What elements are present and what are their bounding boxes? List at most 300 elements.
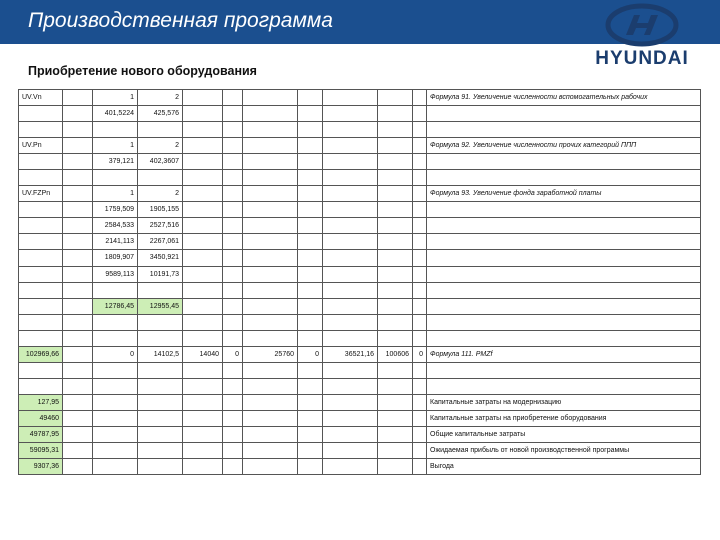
table-cell[interactable]: 2 <box>138 90 183 106</box>
table-cell[interactable] <box>223 202 243 218</box>
table-cell[interactable] <box>378 186 413 202</box>
table-cell[interactable]: 102969,66 <box>19 346 63 362</box>
table-cell[interactable] <box>378 394 413 410</box>
table-cell[interactable] <box>223 250 243 266</box>
table-cell[interactable] <box>19 314 63 330</box>
table-cell[interactable] <box>323 394 378 410</box>
table-cell[interactable] <box>223 186 243 202</box>
table-cell[interactable] <box>19 170 63 186</box>
table-cell[interactable] <box>298 90 323 106</box>
slide-title: Производственная программа <box>28 9 333 32</box>
table-cell[interactable] <box>413 394 427 410</box>
table-cell[interactable] <box>223 410 243 426</box>
table-cell[interactable] <box>323 122 378 138</box>
table-cell[interactable] <box>243 394 298 410</box>
table-cell[interactable] <box>298 298 323 314</box>
table-cell[interactable]: 10191,73 <box>138 266 183 282</box>
data-table <box>18 89 701 475</box>
table-cell[interactable] <box>19 234 63 250</box>
table-cell[interactable] <box>378 138 413 154</box>
row-description-cell[interactable] <box>427 250 701 266</box>
table-cell[interactable] <box>378 90 413 106</box>
table-cell[interactable]: 3450,921 <box>138 250 183 266</box>
table-cell[interactable] <box>183 154 223 170</box>
table-cell[interactable] <box>378 202 413 218</box>
table-cell[interactable]: 14040 <box>183 346 223 362</box>
table-cell[interactable]: 2 <box>138 186 183 202</box>
table-cell[interactable] <box>243 266 298 282</box>
table-cell[interactable] <box>183 170 223 186</box>
table-row <box>19 459 701 475</box>
table-cell[interactable] <box>378 298 413 314</box>
row-description-cell[interactable]: Капитальные затраты на модернизацию <box>427 394 701 410</box>
table-cell[interactable] <box>323 186 378 202</box>
table-cell[interactable] <box>138 443 183 459</box>
table-cell[interactable] <box>323 378 378 394</box>
table-cell[interactable] <box>243 154 298 170</box>
table-cell[interactable] <box>378 234 413 250</box>
table-cell[interactable] <box>243 186 298 202</box>
table-cell[interactable] <box>378 218 413 234</box>
table-cell[interactable] <box>413 202 427 218</box>
table-cell[interactable] <box>183 282 223 298</box>
table-cell[interactable] <box>298 426 323 442</box>
table-cell[interactable] <box>63 106 93 122</box>
table-cell[interactable] <box>323 459 378 475</box>
table-cell[interactable]: 59095,31 <box>19 443 63 459</box>
table-cell[interactable] <box>223 426 243 442</box>
row-description-cell[interactable] <box>427 122 701 138</box>
table-cell[interactable] <box>298 122 323 138</box>
table-cell[interactable] <box>323 234 378 250</box>
table-cell[interactable] <box>138 410 183 426</box>
table-cell[interactable] <box>323 154 378 170</box>
table-cell[interactable] <box>138 426 183 442</box>
table-cell[interactable] <box>298 266 323 282</box>
table-cell[interactable] <box>298 410 323 426</box>
table-cell[interactable]: 401,5224 <box>93 106 138 122</box>
table-cell[interactable]: 0 <box>93 346 138 362</box>
table-cell[interactable] <box>223 218 243 234</box>
row-description-cell[interactable] <box>427 218 701 234</box>
table-cell[interactable] <box>243 314 298 330</box>
table-cell[interactable] <box>93 314 138 330</box>
table-cell[interactable] <box>223 138 243 154</box>
row-description-cell[interactable]: Ожидаемая прибыль от новой производственной программы <box>427 443 701 459</box>
table-cell[interactable] <box>413 443 427 459</box>
table-cell[interactable] <box>298 282 323 298</box>
table-cell[interactable] <box>243 234 298 250</box>
table-cell[interactable] <box>93 170 138 186</box>
table-cell[interactable] <box>243 330 298 346</box>
table-cell[interactable] <box>298 170 323 186</box>
row-description-cell[interactable]: Общие капитальные затраты <box>427 426 701 442</box>
table-cell[interactable] <box>413 298 427 314</box>
table-cell[interactable]: 9589,113 <box>93 266 138 282</box>
table-cell[interactable] <box>223 443 243 459</box>
table-cell[interactable] <box>183 202 223 218</box>
table-cell[interactable] <box>63 426 93 442</box>
row-description-cell[interactable] <box>427 282 701 298</box>
table-cell[interactable] <box>223 234 243 250</box>
table-cell[interactable]: 25760 <box>243 346 298 362</box>
table-cell[interactable] <box>243 138 298 154</box>
table-cell[interactable] <box>413 186 427 202</box>
table-cell[interactable] <box>378 378 413 394</box>
table-cell[interactable] <box>298 394 323 410</box>
table-cell[interactable] <box>19 266 63 282</box>
table-cell[interactable] <box>298 459 323 475</box>
table-cell[interactable]: 402,3607 <box>138 154 183 170</box>
table-cell[interactable] <box>63 443 93 459</box>
row-description-cell[interactable]: Формула 93. Увеличение фонда заработной платы <box>427 186 701 202</box>
table-cell[interactable]: 379,121 <box>93 154 138 170</box>
table-cell[interactable] <box>323 266 378 282</box>
table-cell[interactable] <box>183 218 223 234</box>
table-cell[interactable] <box>323 218 378 234</box>
table-cell[interactable]: 12786,45 <box>93 298 138 314</box>
table-cell[interactable] <box>323 426 378 442</box>
table-cell[interactable] <box>298 314 323 330</box>
row-description-cell[interactable] <box>427 266 701 282</box>
table-cell[interactable] <box>223 154 243 170</box>
table-cell[interactable] <box>413 459 427 475</box>
table-cell[interactable] <box>223 282 243 298</box>
table-cell[interactable] <box>19 378 63 394</box>
table-cell[interactable]: 2584,533 <box>93 218 138 234</box>
table-cell[interactable] <box>323 298 378 314</box>
table-cell[interactable] <box>183 362 223 378</box>
table-cell[interactable] <box>378 282 413 298</box>
table-cell[interactable] <box>63 138 93 154</box>
table-cell[interactable] <box>19 362 63 378</box>
table-cell[interactable] <box>378 170 413 186</box>
table-cell[interactable] <box>19 106 63 122</box>
table-cell[interactable] <box>63 218 93 234</box>
table-cell[interactable] <box>19 298 63 314</box>
table-cell[interactable] <box>243 202 298 218</box>
table-cell[interactable] <box>243 362 298 378</box>
table-cell[interactable] <box>63 378 93 394</box>
table-cell[interactable] <box>298 106 323 122</box>
table-cell[interactable] <box>138 394 183 410</box>
table-cell[interactable] <box>413 410 427 426</box>
table-cell[interactable] <box>413 138 427 154</box>
table-cell[interactable] <box>323 250 378 266</box>
table-cell[interactable] <box>243 298 298 314</box>
table-row <box>19 138 701 154</box>
table-cell[interactable] <box>298 202 323 218</box>
table-row <box>19 443 701 459</box>
row-description-cell[interactable] <box>427 170 701 186</box>
table-cell[interactable] <box>298 154 323 170</box>
table-cell[interactable]: 2141,113 <box>93 234 138 250</box>
table-cell[interactable] <box>183 266 223 282</box>
table-cell[interactable] <box>298 186 323 202</box>
table-cell[interactable] <box>298 362 323 378</box>
table-cell[interactable] <box>138 122 183 138</box>
table-cell[interactable] <box>138 362 183 378</box>
table-cell[interactable] <box>223 394 243 410</box>
table-cell[interactable]: 1905,155 <box>138 202 183 218</box>
table-cell[interactable] <box>323 138 378 154</box>
table-cell[interactable] <box>223 170 243 186</box>
table-cell[interactable] <box>378 106 413 122</box>
table-cell[interactable] <box>19 218 63 234</box>
table-cell[interactable] <box>413 106 427 122</box>
table-cell[interactable] <box>413 266 427 282</box>
table-cell[interactable] <box>183 410 223 426</box>
table-cell[interactable]: UV.FZPn <box>19 186 63 202</box>
table-cell[interactable] <box>323 314 378 330</box>
table-cell[interactable] <box>413 170 427 186</box>
table-cell[interactable]: 100606 <box>378 346 413 362</box>
table-cell[interactable] <box>413 218 427 234</box>
table-cell[interactable] <box>413 90 427 106</box>
table-cell[interactable] <box>93 459 138 475</box>
table-cell[interactable] <box>223 459 243 475</box>
table-cell[interactable] <box>413 362 427 378</box>
table-cell[interactable] <box>378 410 413 426</box>
table-cell[interactable] <box>183 378 223 394</box>
table-cell[interactable] <box>183 394 223 410</box>
table-cell[interactable] <box>19 282 63 298</box>
table-cell[interactable] <box>183 459 223 475</box>
table-cell[interactable] <box>63 170 93 186</box>
table-cell[interactable] <box>323 282 378 298</box>
table-cell[interactable] <box>378 154 413 170</box>
table-cell[interactable] <box>183 106 223 122</box>
table-cell[interactable] <box>19 202 63 218</box>
row-description-cell[interactable]: Капитальные затраты на приобретение оборудования <box>427 410 701 426</box>
table-cell[interactable] <box>93 410 138 426</box>
table-cell[interactable] <box>93 394 138 410</box>
table-cell[interactable]: 1 <box>93 90 138 106</box>
table-cell[interactable]: 49460 <box>19 410 63 426</box>
table-cell[interactable] <box>298 443 323 459</box>
table-cell[interactable]: UV.Vn <box>19 90 63 106</box>
table-cell[interactable] <box>183 426 223 442</box>
row-description-cell[interactable] <box>427 330 701 346</box>
table-cell[interactable] <box>413 426 427 442</box>
table-cell[interactable] <box>63 410 93 426</box>
table-cell[interactable] <box>378 426 413 442</box>
table-cell[interactable] <box>223 378 243 394</box>
table-cell[interactable] <box>63 346 93 362</box>
table-cell[interactable] <box>63 186 93 202</box>
table-cell[interactable]: 1809,907 <box>93 250 138 266</box>
table-cell[interactable]: 425,576 <box>138 106 183 122</box>
table-row <box>19 282 701 298</box>
table-cell[interactable] <box>93 378 138 394</box>
table-cell[interactable] <box>183 186 223 202</box>
row-description-cell[interactable] <box>427 378 701 394</box>
table-cell[interactable] <box>378 362 413 378</box>
table-cell[interactable] <box>323 362 378 378</box>
table-cell[interactable] <box>223 266 243 282</box>
table-cell[interactable]: 14102,5 <box>138 346 183 362</box>
table-cell[interactable] <box>138 282 183 298</box>
table-cell[interactable] <box>63 202 93 218</box>
table-cell[interactable] <box>223 330 243 346</box>
table-cell[interactable] <box>243 170 298 186</box>
table-cell[interactable] <box>183 138 223 154</box>
table-cell[interactable]: 1 <box>93 138 138 154</box>
table-cell[interactable] <box>223 122 243 138</box>
table-cell[interactable] <box>413 250 427 266</box>
table-cell[interactable] <box>243 410 298 426</box>
table-cell[interactable]: 9307,36 <box>19 459 63 475</box>
table-cell[interactable]: UV.Pn <box>19 138 63 154</box>
table-cell[interactable] <box>323 170 378 186</box>
table-cell[interactable] <box>183 298 223 314</box>
table-cell[interactable] <box>413 154 427 170</box>
table-cell[interactable] <box>19 122 63 138</box>
table-cell[interactable] <box>63 330 93 346</box>
table-row <box>19 250 701 266</box>
table-cell[interactable] <box>63 459 93 475</box>
table-cell[interactable] <box>93 330 138 346</box>
table-cell[interactable] <box>19 154 63 170</box>
table-cell[interactable] <box>223 106 243 122</box>
table-cell[interactable] <box>243 106 298 122</box>
table-cell[interactable] <box>323 202 378 218</box>
row-description-cell[interactable] <box>427 298 701 314</box>
table-cell[interactable] <box>138 330 183 346</box>
table-cell[interactable] <box>93 282 138 298</box>
table-cell[interactable] <box>243 122 298 138</box>
table-cell[interactable] <box>63 154 93 170</box>
table-cell[interactable] <box>63 314 93 330</box>
table-cell[interactable] <box>378 250 413 266</box>
table-cell[interactable] <box>183 330 223 346</box>
table-cell[interactable]: 127,95 <box>19 394 63 410</box>
table-cell[interactable] <box>63 90 93 106</box>
table-cell[interactable] <box>413 122 427 138</box>
table-cell[interactable] <box>138 459 183 475</box>
table-cell[interactable] <box>378 122 413 138</box>
table-cell[interactable] <box>183 443 223 459</box>
table-cell[interactable]: 0 <box>413 346 427 362</box>
table-cell[interactable] <box>323 106 378 122</box>
table-cell[interactable] <box>298 138 323 154</box>
table-cell[interactable] <box>298 234 323 250</box>
table-cell[interactable] <box>243 443 298 459</box>
table-cell[interactable] <box>63 266 93 282</box>
table-cell[interactable] <box>63 250 93 266</box>
table-cell[interactable]: 1 <box>93 186 138 202</box>
table-cell[interactable] <box>323 330 378 346</box>
row-description-cell[interactable] <box>427 154 701 170</box>
table-cell[interactable] <box>413 378 427 394</box>
table-cell[interactable] <box>243 90 298 106</box>
table-cell[interactable] <box>93 122 138 138</box>
row-description-cell[interactable]: Формула 91. Увеличение численности вспомогательных рабочих <box>427 90 701 106</box>
table-cell[interactable] <box>183 234 223 250</box>
table-cell[interactable] <box>378 459 413 475</box>
table-cell[interactable] <box>378 443 413 459</box>
table-cell[interactable] <box>323 443 378 459</box>
table-cell[interactable] <box>223 298 243 314</box>
table-cell[interactable] <box>223 90 243 106</box>
table-cell[interactable] <box>323 90 378 106</box>
table-cell[interactable] <box>298 330 323 346</box>
table-cell[interactable] <box>183 90 223 106</box>
row-description-cell[interactable]: Формула 111. PMZf <box>427 346 701 362</box>
table-cell[interactable] <box>93 426 138 442</box>
table-row <box>19 218 701 234</box>
row-description-cell[interactable] <box>427 106 701 122</box>
table-row <box>19 330 701 346</box>
table-cell[interactable]: 36521,16 <box>323 346 378 362</box>
row-description-cell[interactable] <box>427 234 701 250</box>
table-cell[interactable] <box>63 282 93 298</box>
table-cell[interactable] <box>413 314 427 330</box>
table-cell[interactable] <box>413 330 427 346</box>
table-cell[interactable] <box>183 122 223 138</box>
table-cell[interactable] <box>93 443 138 459</box>
table-cell[interactable] <box>243 426 298 442</box>
table-cell[interactable] <box>138 314 183 330</box>
table-cell[interactable]: 49787,95 <box>19 426 63 442</box>
table-cell[interactable] <box>223 314 243 330</box>
table-cell[interactable] <box>413 282 427 298</box>
table-cell[interactable] <box>138 378 183 394</box>
table-cell[interactable] <box>63 234 93 250</box>
table-cell[interactable] <box>243 459 298 475</box>
table-cell[interactable] <box>63 122 93 138</box>
row-description-cell[interactable] <box>427 314 701 330</box>
table-cell[interactable] <box>378 330 413 346</box>
row-description-cell[interactable]: Выгода <box>427 459 701 475</box>
table-cell[interactable] <box>183 250 223 266</box>
table-cell[interactable] <box>19 250 63 266</box>
table-cell[interactable]: 0 <box>223 346 243 362</box>
table-cell[interactable] <box>183 314 223 330</box>
table-cell[interactable]: 2527,516 <box>138 218 183 234</box>
table-cell[interactable] <box>63 362 93 378</box>
table-cell[interactable] <box>243 218 298 234</box>
table-row <box>19 202 701 218</box>
table-cell[interactable] <box>138 170 183 186</box>
table-row <box>19 186 701 202</box>
table-cell[interactable] <box>378 266 413 282</box>
table-cell[interactable] <box>63 394 93 410</box>
table-cell[interactable] <box>63 298 93 314</box>
table-cell[interactable] <box>378 314 413 330</box>
table-cell[interactable] <box>298 250 323 266</box>
table-cell[interactable] <box>298 218 323 234</box>
table-cell[interactable] <box>323 410 378 426</box>
table-cell[interactable]: 2 <box>138 138 183 154</box>
table-cell[interactable] <box>243 378 298 394</box>
table-cell[interactable] <box>243 282 298 298</box>
table-cell[interactable] <box>298 378 323 394</box>
logo-wordmark: HYUNDAI <box>595 48 689 69</box>
table-cell[interactable]: 2267,061 <box>138 234 183 250</box>
table-cell[interactable] <box>223 362 243 378</box>
table-cell[interactable]: 0 <box>298 346 323 362</box>
row-description-cell[interactable] <box>427 362 701 378</box>
table-cell[interactable] <box>243 250 298 266</box>
table-cell[interactable] <box>19 330 63 346</box>
table-cell[interactable]: 1759,509 <box>93 202 138 218</box>
row-description-cell[interactable] <box>427 202 701 218</box>
table-cell[interactable]: 12955,45 <box>138 298 183 314</box>
table-cell[interactable] <box>93 362 138 378</box>
table-cell[interactable] <box>413 234 427 250</box>
row-description-cell[interactable]: Формула 92. Увеличение численности прочих категорий ППП <box>427 138 701 154</box>
